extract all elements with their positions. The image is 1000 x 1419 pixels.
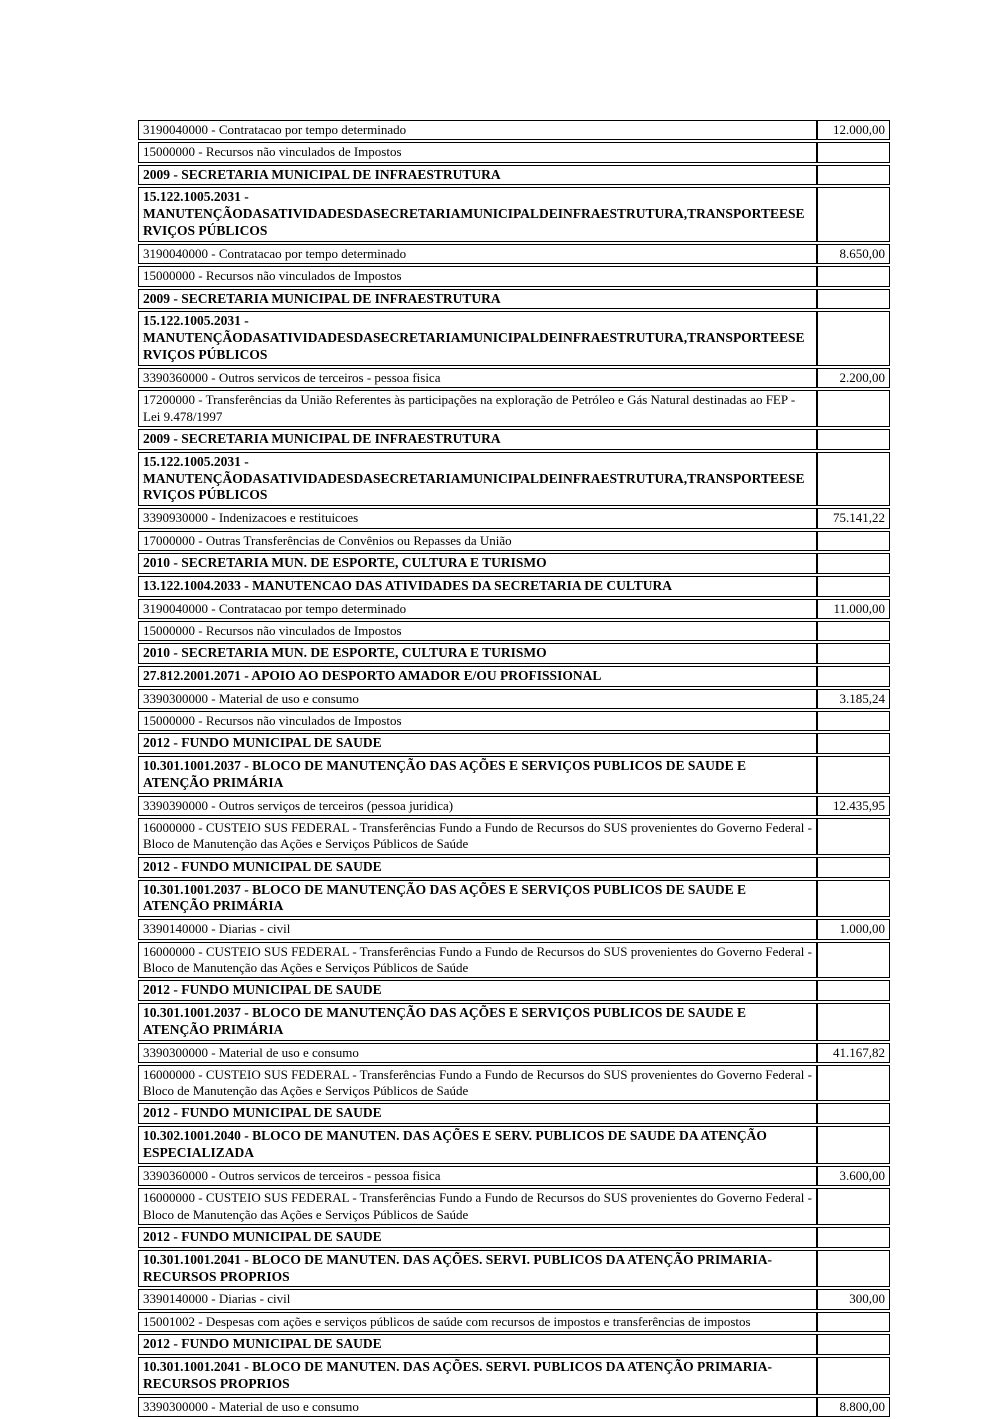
description-cell: 3390360000 - Outros servicos de terceiros - pessoa fisica bbox=[138, 368, 817, 388]
description-cell: 3390300000 - Material de uso e consumo bbox=[138, 689, 817, 709]
value-cell bbox=[817, 1188, 890, 1225]
description-cell: 3190040000 - Contratacao por tempo determinado bbox=[138, 599, 817, 619]
value-cell bbox=[817, 1103, 890, 1124]
table-row bbox=[138, 733, 890, 754]
description-cell: 2012 - FUNDO MUNICIPAL DE SAUDE bbox=[138, 980, 817, 1001]
table-row bbox=[138, 165, 890, 186]
value-cell: 3.185,24 bbox=[817, 689, 890, 709]
table-row bbox=[138, 142, 890, 162]
value-cell bbox=[817, 942, 890, 979]
value-cell bbox=[817, 553, 890, 574]
table-row bbox=[138, 1103, 890, 1124]
table-row bbox=[138, 857, 890, 878]
description-cell: 10.301.1001.2041 - BLOCO DE MANUTEN. DAS AÇÕES. SERVI. PUBLICOS DA ATENÇÃO PRIMARIA- RECURSOS PROPRIOS bbox=[138, 1250, 817, 1288]
table-row bbox=[138, 1357, 890, 1395]
value-cell bbox=[817, 666, 890, 687]
table-row bbox=[138, 1003, 890, 1041]
table-row bbox=[138, 942, 890, 979]
table-row bbox=[138, 531, 890, 551]
description-cell: 2010 - SECRETARIA MUN. DE ESPORTE, CULTURA E TURISMO bbox=[138, 643, 817, 664]
value-cell bbox=[817, 576, 890, 597]
table-row bbox=[138, 289, 890, 310]
description-cell: 3390140000 - Diarias - civil bbox=[138, 919, 817, 939]
table-row bbox=[138, 818, 890, 855]
description-cell: 2012 - FUNDO MUNICIPAL DE SAUDE bbox=[138, 857, 817, 878]
description-cell: 15.122.1005.2031 - MANUTENÇÃODASATIVIDADESDASECRETARIAMUNICIPALDEINFRAESTRUTURA,TRANSPORTEESERVIÇOS PÚBLICOS bbox=[138, 311, 817, 366]
table-row bbox=[138, 880, 890, 918]
description-cell: 2012 - FUNDO MUNICIPAL DE SAUDE bbox=[138, 1103, 817, 1124]
value-cell bbox=[817, 266, 890, 286]
table-row bbox=[138, 120, 890, 140]
description-cell: 3390300000 - Material de uso e consumo bbox=[138, 1397, 817, 1417]
value-cell bbox=[817, 1357, 890, 1395]
value-cell bbox=[817, 857, 890, 878]
description-cell: 13.122.1004.2033 - MANUTENCAO DAS ATIVIDADES DA SECRETARIA DE CULTURA bbox=[138, 576, 817, 597]
description-cell: 15000000 - Recursos não vinculados de Impostos bbox=[138, 711, 817, 731]
value-cell bbox=[817, 733, 890, 754]
value-cell: 41.167,82 bbox=[817, 1043, 890, 1063]
table-row bbox=[138, 796, 890, 816]
table-row bbox=[138, 689, 890, 709]
table-row bbox=[138, 266, 890, 286]
table-row bbox=[138, 429, 890, 450]
value-cell bbox=[817, 187, 890, 242]
table-row bbox=[138, 1166, 890, 1186]
table-row bbox=[138, 1289, 890, 1309]
table-row bbox=[138, 1126, 890, 1164]
value-cell bbox=[817, 1250, 890, 1288]
description-cell: 15000000 - Recursos não vinculados de Impostos bbox=[138, 142, 817, 162]
description-cell: 10.302.1001.2040 - BLOCO DE MANUTEN. DAS AÇÕES E SERV. PUBLICOS DE SAUDE DA ATENÇÃO ESPECIALIZADA bbox=[138, 1126, 817, 1164]
description-cell: 2009 - SECRETARIA MUNICIPAL DE INFRAESTRUTURA bbox=[138, 289, 817, 310]
value-cell: 8.800,00 bbox=[817, 1397, 890, 1417]
table-row bbox=[138, 508, 890, 528]
value-cell bbox=[817, 1126, 890, 1164]
table-row bbox=[138, 621, 890, 641]
value-cell bbox=[817, 1227, 890, 1248]
description-cell: 16000000 - CUSTEIO SUS FEDERAL - Transferências Fundo a Fundo de Recursos do SUS provenientes do Governo Federal - Bloco de Manutenção das Ações e Serviços Públicos de Saúde bbox=[138, 818, 817, 855]
value-cell bbox=[817, 452, 890, 507]
table-row bbox=[138, 244, 890, 264]
description-cell: 15001002 - Despesas com ações e serviços públicos de saúde com recursos de impostos e transferências de impostos bbox=[138, 1312, 817, 1332]
value-cell: 12.435,95 bbox=[817, 796, 890, 816]
value-cell: 8.650,00 bbox=[817, 244, 890, 264]
budget-table bbox=[138, 118, 890, 1419]
value-cell bbox=[817, 142, 890, 162]
value-cell bbox=[817, 1334, 890, 1355]
value-cell bbox=[817, 1065, 890, 1102]
description-cell: 2009 - SECRETARIA MUNICIPAL DE INFRAESTRUTURA bbox=[138, 165, 817, 186]
table-row bbox=[138, 919, 890, 939]
description-cell: 2012 - FUNDO MUNICIPAL DE SAUDE bbox=[138, 733, 817, 754]
table-row bbox=[138, 311, 890, 366]
value-cell bbox=[817, 621, 890, 641]
table-row bbox=[138, 1188, 890, 1225]
value-cell bbox=[817, 289, 890, 310]
description-cell: 10.301.1001.2037 - BLOCO DE MANUTENÇÃO DAS AÇÕES E SERVIÇOS PUBLICOS DE SAUDE E ATENÇÃO PRIMÁRIA bbox=[138, 880, 817, 918]
description-cell: 3390930000 - Indenizacoes e restituicoes bbox=[138, 508, 817, 528]
description-cell: 16000000 - CUSTEIO SUS FEDERAL - Transferências Fundo a Fundo de Recursos do SUS provenientes do Governo Federal - Bloco de Manutenção das Ações e Serviços Públicos de Saúde bbox=[138, 1188, 817, 1225]
table-row bbox=[138, 576, 890, 597]
table-row bbox=[138, 599, 890, 619]
table-row bbox=[138, 756, 890, 794]
value-cell: 3.600,00 bbox=[817, 1166, 890, 1186]
table-row bbox=[138, 1250, 890, 1288]
description-cell: 15000000 - Recursos não vinculados de Impostos bbox=[138, 621, 817, 641]
value-cell bbox=[817, 880, 890, 918]
table-row bbox=[138, 1227, 890, 1248]
budget-table-body bbox=[138, 120, 890, 1417]
value-cell bbox=[817, 165, 890, 186]
value-cell bbox=[817, 311, 890, 366]
value-cell bbox=[817, 1312, 890, 1332]
description-cell: 17000000 - Outras Transferências de Convênios ou Repasses da União bbox=[138, 531, 817, 551]
value-cell: 1.000,00 bbox=[817, 919, 890, 939]
value-cell: 75.141,22 bbox=[817, 508, 890, 528]
table-row bbox=[138, 1334, 890, 1355]
table-row bbox=[138, 643, 890, 664]
table-row bbox=[138, 1065, 890, 1102]
description-cell: 16000000 - CUSTEIO SUS FEDERAL - Transferências Fundo a Fundo de Recursos do SUS provenientes do Governo Federal - Bloco de Manutenção das Ações e Serviços Públicos de Saúde bbox=[138, 942, 817, 979]
value-cell bbox=[817, 531, 890, 551]
table-row bbox=[138, 1043, 890, 1063]
description-cell: 16000000 - CUSTEIO SUS FEDERAL - Transferências Fundo a Fundo de Recursos do SUS provenientes do Governo Federal - Bloco de Manutenção das Ações e Serviços Públicos de Saúde bbox=[138, 1065, 817, 1102]
table-row bbox=[138, 1397, 890, 1417]
value-cell bbox=[817, 429, 890, 450]
value-cell: 11.000,00 bbox=[817, 599, 890, 619]
description-cell: 15000000 - Recursos não vinculados de Impostos bbox=[138, 266, 817, 286]
description-cell: 15.122.1005.2031 - MANUTENÇÃODASATIVIDADESDASECRETARIAMUNICIPALDEINFRAESTRUTURA,TRANSPORTEESERVIÇOS PÚBLICOS bbox=[138, 187, 817, 242]
description-cell: 17200000 - Transferências da União Referentes às participações na exploração de Petróleo e Gás Natural destinadas ao FEP - Lei 9.478/1997 bbox=[138, 390, 817, 427]
table-row bbox=[138, 368, 890, 388]
value-cell bbox=[817, 711, 890, 731]
description-cell: 10.301.1001.2037 - BLOCO DE MANUTENÇÃO DAS AÇÕES E SERVIÇOS PUBLICOS DE SAUDE E ATENÇÃO PRIMÁRIA bbox=[138, 1003, 817, 1041]
table-row bbox=[138, 666, 890, 687]
description-cell: 2009 - SECRETARIA MUNICIPAL DE INFRAESTRUTURA bbox=[138, 429, 817, 450]
table-row bbox=[138, 1312, 890, 1332]
description-cell: 3390390000 - Outros serviços de terceiros (pessoa juridica) bbox=[138, 796, 817, 816]
table-row bbox=[138, 711, 890, 731]
value-cell bbox=[817, 643, 890, 664]
description-cell: 10.301.1001.2037 - BLOCO DE MANUTENÇÃO DAS AÇÕES E SERVIÇOS PUBLICOS DE SAUDE E ATENÇÃO PRIMÁRIA bbox=[138, 756, 817, 794]
description-cell: 15.122.1005.2031 - MANUTENÇÃODASATIVIDADESDASECRETARIAMUNICIPALDEINFRAESTRUTURA,TRANSPORTEESERVIÇOS PÚBLICOS bbox=[138, 452, 817, 507]
value-cell bbox=[817, 980, 890, 1001]
value-cell bbox=[817, 390, 890, 427]
description-cell: 2012 - FUNDO MUNICIPAL DE SAUDE bbox=[138, 1334, 817, 1355]
description-cell: 2012 - FUNDO MUNICIPAL DE SAUDE bbox=[138, 1227, 817, 1248]
table-row bbox=[138, 390, 890, 427]
value-cell: 12.000,00 bbox=[817, 120, 890, 140]
description-cell: 3390360000 - Outros servicos de terceiros - pessoa fisica bbox=[138, 1166, 817, 1186]
value-cell bbox=[817, 1003, 890, 1041]
description-cell: 3390300000 - Material de uso e consumo bbox=[138, 1043, 817, 1063]
description-cell: 2010 - SECRETARIA MUN. DE ESPORTE, CULTURA E TURISMO bbox=[138, 553, 817, 574]
description-cell: 10.301.1001.2041 - BLOCO DE MANUTEN. DAS AÇÕES. SERVI. PUBLICOS DA ATENÇÃO PRIMARIA- RECURSOS PROPRIOS bbox=[138, 1357, 817, 1395]
value-cell: 2.200,00 bbox=[817, 368, 890, 388]
description-cell: 3190040000 - Contratacao por tempo determinado bbox=[138, 244, 817, 264]
table-row bbox=[138, 187, 890, 242]
table-row bbox=[138, 553, 890, 574]
description-cell: 3190040000 - Contratacao por tempo determinado bbox=[138, 120, 817, 140]
table-row bbox=[138, 980, 890, 1001]
value-cell: 300,00 bbox=[817, 1289, 890, 1309]
description-cell: 27.812.2001.2071 - APOIO AO DESPORTO AMADOR E/OU PROFISSIONAL bbox=[138, 666, 817, 687]
description-cell: 3390140000 - Diarias - civil bbox=[138, 1289, 817, 1309]
value-cell bbox=[817, 756, 890, 794]
table-row bbox=[138, 452, 890, 507]
value-cell bbox=[817, 818, 890, 855]
